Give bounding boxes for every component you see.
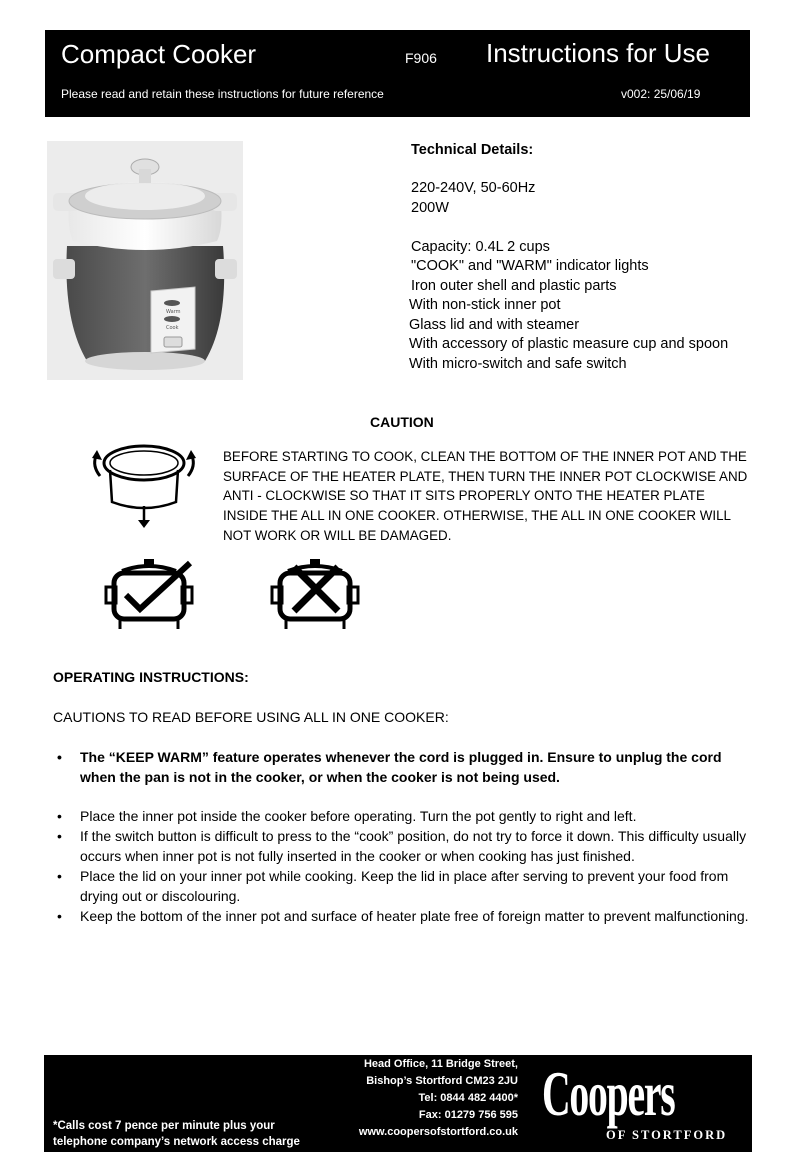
fax-line: Fax: 01279 756 595	[418, 1109, 518, 1121]
cook-label: Cook	[166, 325, 179, 331]
header-bar	[45, 30, 750, 117]
feature-accessory: With accessory of plastic measure cup and spoon	[409, 336, 729, 352]
tech-voltage: 220-240V, 50-60Hz	[411, 180, 536, 196]
retain-note: Please read and retain these instructions for future reference	[61, 87, 384, 101]
list-item: • Place the lid on your inner pot while cooking. Keep the lid in place after serving to prevent your food from drying out or discolouring.	[53, 866, 753, 906]
list-item: • If the switch button is difficult to press to the “cook” position, do not try to force it down. This difficulty usually occurs when inner pot is not fully inserted in the cooker or when cooking has just finished.	[53, 826, 753, 866]
feature-shell: Iron outer shell and plastic parts	[411, 278, 617, 294]
phone-line: Tel: 0844 482 4400*	[418, 1092, 518, 1104]
coopers-logo: Coopers	[542, 1058, 675, 1129]
feature-indicator-lights: "COOK" and "WARM" indicator lights	[411, 258, 649, 274]
keep-warm-warning	[53, 747, 753, 787]
feature-switch: With micro-switch and safe switch	[409, 356, 627, 372]
rotate-pot-icon	[88, 436, 200, 532]
list-item: • Keep the bottom of the inner pot and surface of heater plate free of foreign matter to prevent malfunctioning.	[53, 906, 753, 926]
website-link[interactable]: www.coopersofstortford.co.uk	[358, 1126, 518, 1138]
list-item: • The “KEEP WARM” feature operates whenever the cord is plugged in. Ensure to unplug the cord when the pan is not in the cooker, or when the cooker is not being used.	[53, 747, 753, 787]
list-item: • Place the inner pot inside the cooker before operating. Turn the pot gently to right and left.	[53, 806, 753, 826]
version-label: v002: 25/06/19	[621, 87, 701, 101]
footer-bar	[44, 1055, 752, 1152]
operating-subheading: CAUTIONS TO READ BEFORE USING ALL IN ONE COOKER:	[53, 709, 449, 725]
product-photo	[47, 141, 243, 380]
caution-heading: CAUTION	[370, 414, 434, 430]
operating-bullets	[53, 806, 753, 926]
address-line: Bishop’s Stortford CM23 2JU	[366, 1075, 518, 1087]
doc-title: Instructions for Use	[486, 38, 710, 68]
warm-label: Warm	[166, 309, 181, 315]
product-title: Compact Cooker	[61, 39, 257, 69]
tech-power: 200W	[411, 200, 449, 216]
tech-heading: Technical Details:	[411, 142, 534, 158]
address-line: Head Office, 11 Bridge Street,	[363, 1058, 518, 1070]
feature-lid: Glass lid and with steamer	[409, 317, 580, 333]
correct-placement-icon	[104, 555, 194, 635]
feature-capacity: Capacity: 0.4L 2 cups	[411, 239, 550, 255]
model-number: F906	[405, 50, 437, 66]
feature-inner-pot: With non-stick inner pot	[409, 297, 561, 313]
operating-heading: OPERATING INSTRUCTIONS:	[53, 669, 249, 685]
logo-subtitle: OF STORTFORD	[606, 1128, 728, 1142]
calls-cost-note: *Calls cost 7 pence per minute plus your telephone company’s network access charge	[53, 1120, 300, 1148]
caution-text: BEFORE STARTING TO COOK, CLEAN THE BOTTOM OF THE INNER POT AND THE SURFACE OF THE HEATER PLATE, THEN TURN THE INNER POT CLOCKWISE AND ANTI - CLOCKWISE SO THAT IT SITS PROPERLY ONTO THE HEATER PLATE INSIDE THE ALL IN ONE COOKER. OTHERWISE, THE ALL IN ONE COOKER WILL NOT WORK OR WILL BE DAMAGED.	[223, 449, 748, 543]
contact-address	[344, 1056, 518, 1141]
incorrect-placement-icon	[270, 555, 360, 635]
rice-cooker-image	[47, 141, 243, 380]
